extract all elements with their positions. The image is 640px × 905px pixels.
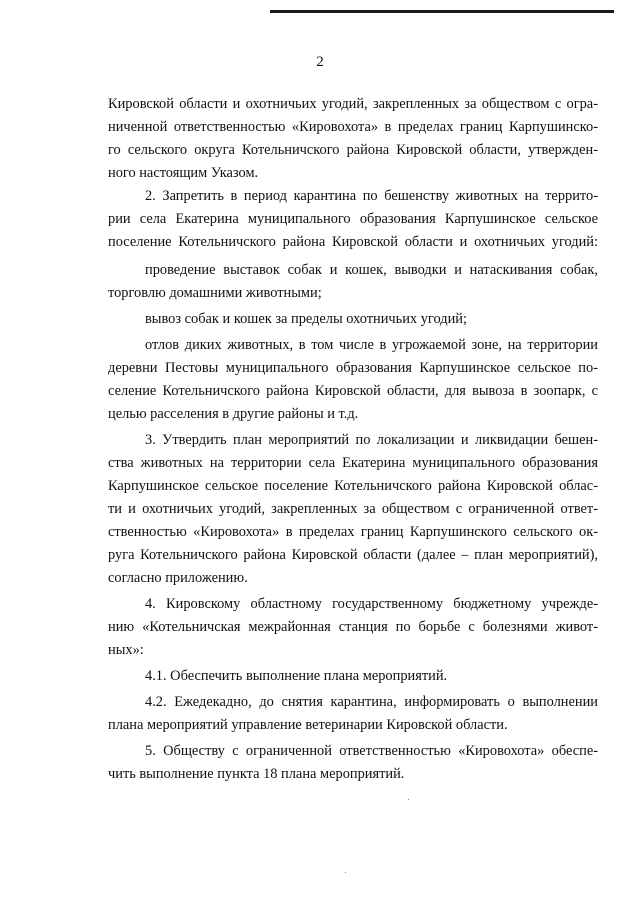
text-line: ственностью «Кировохота» в пределах границ Карпушинского сельского ок- <box>108 524 598 540</box>
text-line: Кировской области и охотничьих угодий, закрепленных за обществом с огра- <box>108 96 598 112</box>
text-line: целью расселения в другие районы и т.д. <box>108 406 359 422</box>
scan-artifact-line <box>270 10 614 13</box>
text-line: 4.2. Ежедекадно, до снятия карантина, информировать о выполнении <box>145 694 598 710</box>
text-line: нию «Котельничская межрайонная станция по борьбе с болезнями живот- <box>108 619 598 635</box>
text-line: 5. Обществу с ограниченной ответственностью «Кировохота» обеспе- <box>145 743 598 759</box>
text-line: ниченной ответственностью «Кировохота» в пределах границ Карпушинско- <box>108 119 598 135</box>
text-line: Карпушинское сельское поселение Котельничского района Кировской облас- <box>108 478 598 494</box>
text-line: селение Котельничского района Кировской области, для вывоза в зоопарк, с <box>108 383 598 399</box>
text-line: го сельского округа Котельничского района Кировской области, утвержден- <box>108 142 598 158</box>
text-line: чить выполнение пункта 18 плана мероприятий. <box>108 766 405 782</box>
text-line: ства животных на территории села Екатерина муниципального образования <box>108 455 598 471</box>
text-line: вывоз собак и кошек за пределы охотничьих угодий; <box>145 311 467 327</box>
text-line: ного настоящим Указом. <box>108 165 259 181</box>
text-line: 4. Кировскому областному государственному бюджетному учрежде- <box>145 596 598 612</box>
text-line: рии села Екатерина муниципального образования Карпушинское сельское <box>108 211 598 227</box>
text-line: 2. Запретить в период карантина по бешенству животных на террито- <box>145 188 598 204</box>
page-number: 2 <box>316 54 324 70</box>
text-line: отлов диких животных, в том числе в угрожаемой зоне, на территории <box>145 337 598 353</box>
text-line: согласно приложению. <box>108 570 248 586</box>
text-line: плана мероприятий управление ветеринарии Кировской области. <box>108 717 508 733</box>
text-line: 4.1. Обеспечить выполнение плана мероприятий. <box>145 668 448 684</box>
text-line: проведение выставок собак и кошек, выводки и натаскивания собак, <box>145 262 598 278</box>
text-line: ных»: <box>108 642 144 658</box>
text-line: руга Котельничского района Кировской области (далее – план мероприятий), <box>108 547 598 563</box>
scan-speck <box>408 799 409 800</box>
text-line: торговлю домашними животными; <box>108 285 322 301</box>
scan-speck <box>345 872 346 873</box>
text-line: 3. Утвердить план мероприятий по локализации и ликвидации бешен- <box>145 432 598 448</box>
text-line: деревни Пестовы муниципального образования Карпушинское сельское по- <box>108 360 598 376</box>
text-line: поселение Котельничского района Кировской области и охотничьих угодий: <box>108 234 598 250</box>
text-line: ти и охотничьих угодий, закрепленных за обществом с ограниченной ответ- <box>108 501 598 517</box>
